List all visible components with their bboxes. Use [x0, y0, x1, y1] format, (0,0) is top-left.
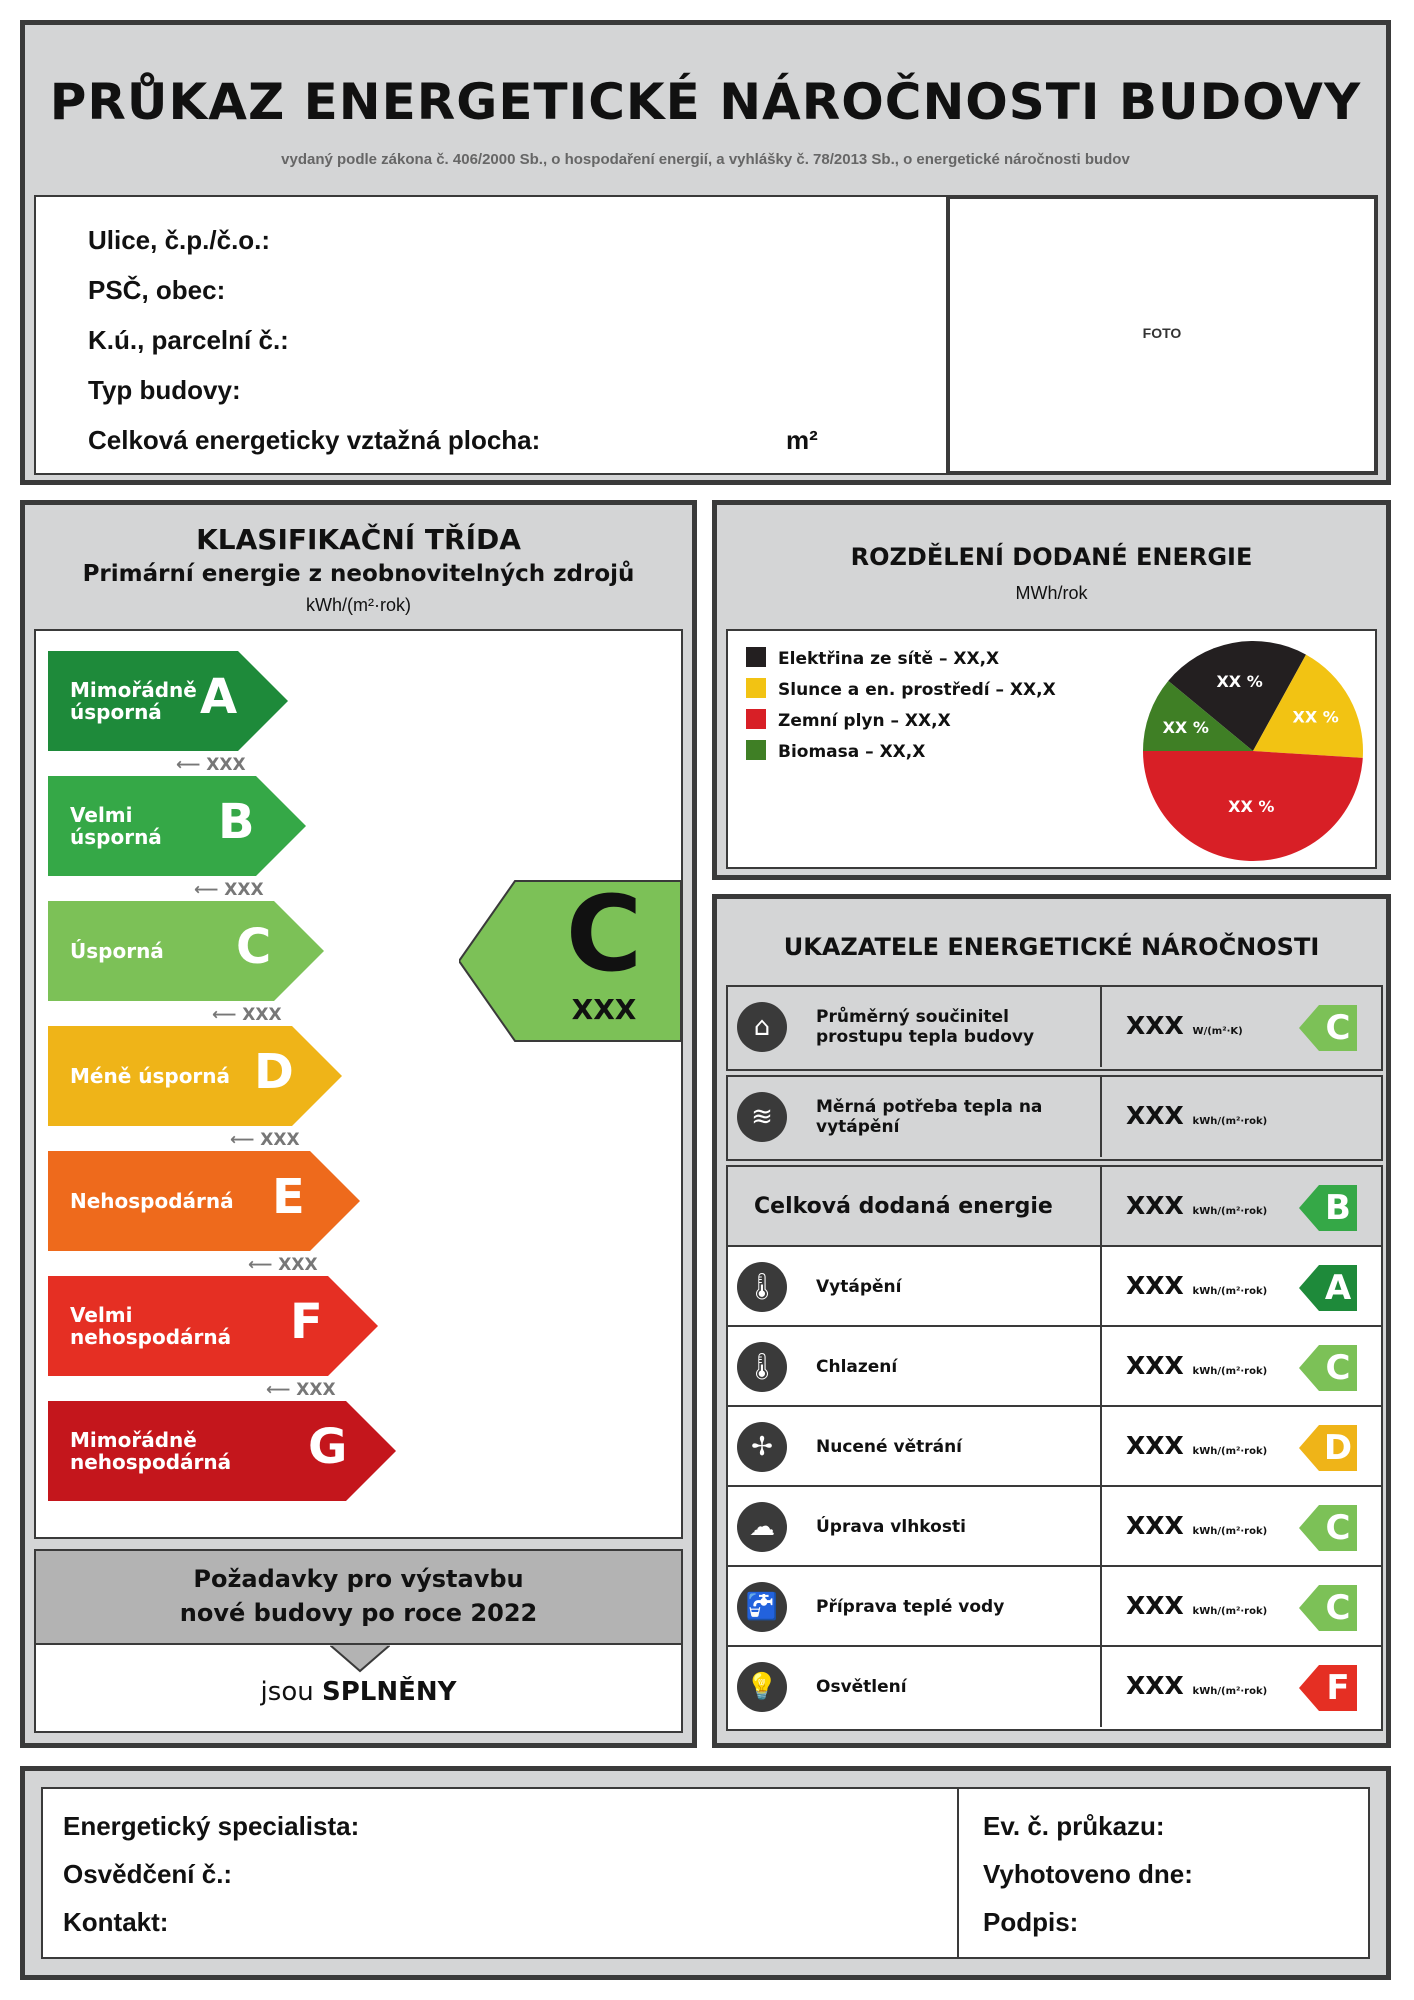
value-text: XXX — [1126, 1591, 1184, 1620]
class-badge-letter: C — [1325, 1008, 1351, 1048]
row-divider — [1100, 1487, 1102, 1567]
legend-swatch — [746, 740, 766, 760]
indicator-name — [754, 1167, 1094, 1247]
value-text: XXX — [1126, 1011, 1184, 1040]
unit-text: kWh/(m²·rok) — [1192, 1606, 1268, 1617]
classification-panel — [20, 500, 697, 1748]
legend-item-electricity — [746, 647, 999, 669]
street-label: Ulice, č.p./č.o.: — [88, 225, 271, 255]
legend-label: Zemní plyn – XX,X — [778, 711, 951, 731]
class-name: Méně úsporná — [70, 1064, 231, 1088]
threshold-value: XXX — [206, 755, 246, 775]
requirements-result — [36, 1677, 681, 1707]
requirements-result-status: SPLNĚNY — [321, 1677, 457, 1707]
indicator-name — [816, 1487, 1086, 1567]
class-badge-letter: C — [1325, 1588, 1351, 1628]
class-threshold — [248, 1255, 318, 1275]
indicator-name — [816, 1647, 1086, 1727]
value-text: XXX — [1126, 1431, 1184, 1460]
class-badge — [1299, 1345, 1359, 1391]
class-name: Mimořádně nehospodárná — [70, 1428, 232, 1474]
indicator-name-text: Průměrný součinitel prostupu tepla budovy — [816, 1007, 1035, 1047]
class-name: Mimořádně úsporná — [70, 678, 197, 724]
class-badge — [1299, 1005, 1359, 1051]
value-text: XXX — [1126, 1271, 1184, 1300]
footer-panel — [20, 1766, 1391, 1980]
class-threshold — [230, 1130, 300, 1150]
unit-text: kWh/(m²·rok) — [1192, 1366, 1268, 1377]
row-divider — [1100, 1077, 1102, 1157]
indicator-name-text: Osvětlení — [816, 1677, 907, 1697]
class-threshold — [194, 880, 264, 900]
indicator-value — [1126, 1511, 1267, 1540]
class-badge-letter: A — [1324, 1268, 1352, 1308]
indicator-row — [726, 1245, 1383, 1327]
arrow-left-icon: ⟵ — [176, 755, 207, 775]
row-divider — [1100, 1327, 1102, 1407]
rating-indicator — [459, 873, 683, 1043]
class-bar-f — [48, 1276, 380, 1376]
class-badge — [1299, 1585, 1359, 1631]
postcode-label: PSČ, obec: — [88, 275, 226, 305]
class-bar-a — [48, 651, 290, 751]
indicator-name-text: Chlazení — [816, 1357, 898, 1377]
pie-slice-label: XX % — [1162, 717, 1209, 737]
document-subtitle: vydaný podle zákona č. 406/2000 Sb., o hospodaření energií, a vyhlášky č. 78/2013 Sb., o energetické náročnosti budov — [281, 151, 1130, 168]
unit-text: W/(m²·K) — [1192, 1026, 1243, 1037]
legend-swatch — [746, 678, 766, 698]
class-badge — [1299, 1665, 1359, 1711]
distribution-unit: MWh/rok — [1015, 583, 1088, 603]
row-divider — [1100, 1407, 1102, 1487]
indicator-value — [1126, 1271, 1267, 1300]
requirements-box — [34, 1549, 683, 1733]
indicator-name-text: Úprava vlhkosti — [816, 1517, 966, 1537]
indicator-row — [726, 1405, 1383, 1487]
unit-text: kWh/(m²·rok) — [1192, 1526, 1268, 1537]
unit-text: kWh/(m²·rok) — [1192, 1686, 1268, 1697]
indicator-name — [816, 987, 1086, 1067]
document-title: PRŮKAZ ENERGETICKÉ NÁROČNOSTI BUDOVY — [49, 73, 1362, 131]
indicator-value — [1126, 1591, 1267, 1620]
indicator-value — [1126, 1671, 1267, 1700]
indicator-value — [1126, 1191, 1267, 1220]
class-name: Nehospodárná — [70, 1189, 234, 1213]
class-letter: F — [290, 1294, 323, 1350]
class-letter: D — [254, 1044, 294, 1100]
class-threshold — [176, 755, 246, 775]
class-badge — [1299, 1185, 1359, 1231]
row-divider — [1100, 1167, 1102, 1247]
row-divider — [1100, 987, 1102, 1067]
faucet-icon: 🚰 — [737, 1582, 787, 1632]
distribution-body — [726, 629, 1377, 869]
indicator-name-text: Příprava teplé vody — [816, 1597, 1005, 1617]
class-bar-g — [48, 1401, 398, 1501]
house-icon: ⌂ — [737, 1002, 787, 1052]
value-text: XXX — [1126, 1191, 1184, 1220]
legend-label: Elektřina ze sítě – XX,X — [778, 649, 1000, 669]
class-badge-letter: C — [1325, 1348, 1351, 1388]
value-text: XXX — [1126, 1511, 1184, 1540]
value-text: XXX — [1126, 1671, 1184, 1700]
requirements-line-2: nové budovy po roce 2022 — [179, 1599, 538, 1627]
legend-label: Slunce a en. prostředí – XX,X — [778, 680, 1056, 700]
class-letter: C — [236, 919, 272, 975]
threshold-value: XXX — [296, 1380, 336, 1400]
indicator-name — [816, 1077, 1086, 1157]
classification-title: KLASIFIKAČNÍ TŘÍDA — [196, 523, 521, 556]
class-badge-letter: F — [1326, 1668, 1350, 1708]
class-bar-c — [48, 901, 326, 1001]
unit-text: kWh/(m²·rok) — [1192, 1446, 1268, 1457]
indicator-name — [816, 1247, 1086, 1327]
indicator-name-text: Vytápění — [816, 1277, 902, 1297]
thermometer-plus-icon: 🌡 — [737, 1262, 787, 1312]
class-name: Úsporná — [70, 939, 164, 963]
indicator-row — [726, 1645, 1383, 1731]
rating-value: XXX — [571, 993, 637, 1026]
distribution-title: ROZDĚLENÍ DODANÉ ENERGIE — [850, 543, 1253, 571]
indicator-row — [726, 1075, 1383, 1161]
legend-swatch — [746, 709, 766, 729]
legend-item-gas — [746, 709, 951, 731]
unit-text: kWh/(m²·rok) — [1192, 1116, 1268, 1127]
arrow-left-icon: ⟵ — [248, 1255, 279, 1275]
legend-item-biomass — [746, 740, 925, 762]
header-panel — [20, 20, 1391, 485]
indicators-panel — [712, 894, 1391, 1748]
photo-box — [946, 195, 1378, 475]
indicator-name — [816, 1327, 1086, 1407]
threshold-value: XXX — [242, 1005, 282, 1025]
class-badge — [1299, 1265, 1359, 1311]
floor-area-label: Celková energeticky vztažná plocha: — [88, 425, 541, 455]
pie-slice-label: XX % — [1292, 707, 1339, 727]
class-badge — [1299, 1505, 1359, 1551]
legend-swatch — [746, 647, 766, 667]
contact-label: Kontakt: — [63, 1907, 169, 1937]
requirements-pointer — [330, 1645, 390, 1673]
arrow-left-icon: ⟵ — [266, 1380, 297, 1400]
row-divider — [1100, 1247, 1102, 1327]
building-type-label: Typ budovy: — [88, 375, 241, 405]
threshold-value: XXX — [260, 1130, 300, 1150]
class-bar-e — [48, 1151, 362, 1251]
unit-text: kWh/(m²·rok) — [1192, 1206, 1268, 1217]
class-badge-letter: B — [1325, 1188, 1351, 1228]
indicator-row — [726, 985, 1383, 1071]
indicators-title: UKAZATELE ENERGETICKÉ NÁROČNOSTI — [783, 933, 1320, 961]
class-scale — [34, 629, 683, 1539]
cadastre-label: K.ú., parcelní č.: — [88, 325, 289, 355]
class-badge-letter: D — [1323, 1428, 1353, 1468]
legend-label: Biomasa – XX,X — [778, 742, 926, 762]
signature-label: Podpis: — [983, 1907, 1079, 1937]
arrow-left-icon: ⟵ — [212, 1005, 243, 1025]
floor-area-unit: m² — [786, 425, 818, 455]
arrow-left-icon: ⟵ — [194, 880, 225, 900]
classification-unit: kWh/(m²·rok) — [306, 595, 411, 615]
class-bar-d — [48, 1026, 344, 1126]
indicator-row — [726, 1325, 1383, 1407]
photo-label: FOTO — [1142, 325, 1182, 341]
value-text: XXX — [1126, 1351, 1184, 1380]
issue-date-label: Vyhotoveno dne: — [983, 1859, 1193, 1889]
pie-slice-label: XX % — [1216, 671, 1263, 691]
registration-number-label: Ev. č. průkazu: — [983, 1811, 1165, 1841]
row-divider — [1100, 1647, 1102, 1727]
heat-waves-icon: ≋ — [737, 1092, 787, 1142]
indicator-name-text: Měrná potřeba tepla na vytápění — [816, 1097, 1043, 1137]
legend-item-solar — [746, 678, 1056, 700]
row-divider — [1100, 1567, 1102, 1647]
indicator-row — [726, 1485, 1383, 1567]
class-name: Velmi nehospodárná — [70, 1303, 232, 1349]
class-name: Velmi úsporná — [70, 803, 162, 849]
requirements-header — [36, 1551, 681, 1645]
class-threshold — [266, 1380, 336, 1400]
specialist-label: Energetický specialista: — [63, 1811, 360, 1841]
light-bulb-icon: 💡 — [737, 1662, 787, 1712]
energy-pie-chart — [1138, 639, 1368, 863]
class-letter: G — [308, 1419, 348, 1475]
class-bar-b — [48, 776, 308, 876]
indicator-name-text: Celková dodaná energie — [754, 1194, 1053, 1219]
indicator-name-text: Nucené větrání — [816, 1437, 963, 1457]
indicator-value — [1126, 1011, 1243, 1040]
class-letter: A — [200, 669, 238, 725]
indicator-row — [726, 1565, 1383, 1647]
cloud-drop-icon: ☁ — [737, 1502, 787, 1552]
class-threshold — [212, 1005, 282, 1025]
class-badge — [1299, 1425, 1359, 1471]
footer-divider — [957, 1789, 959, 1957]
address-box — [34, 195, 953, 475]
requirements-line-1: Požadavky pro výstavbu — [193, 1565, 524, 1593]
thermometer-minus-icon: 🌡 — [737, 1342, 787, 1392]
threshold-value: XXX — [224, 880, 264, 900]
fan-icon: ✢ — [737, 1422, 787, 1472]
indicator-value — [1126, 1351, 1267, 1380]
unit-text: kWh/(m²·rok) — [1192, 1286, 1268, 1297]
pie-slice-label: XX % — [1228, 796, 1275, 816]
arrow-left-icon: ⟵ — [230, 1130, 261, 1150]
distribution-panel — [712, 500, 1391, 880]
rating-letter: C — [565, 873, 643, 995]
classification-subtitle: Primární energie z neobnovitelných zdrojů — [82, 561, 635, 587]
value-text: XXX — [1126, 1101, 1184, 1130]
requirements-result-prefix: jsou — [260, 1677, 322, 1707]
certificate-label: Osvědčení č.: — [63, 1859, 233, 1889]
footer-box — [41, 1787, 1370, 1959]
class-badge-letter: C — [1325, 1508, 1351, 1548]
indicator-value — [1126, 1101, 1267, 1130]
indicator-name — [816, 1407, 1086, 1487]
indicator-value — [1126, 1431, 1267, 1460]
indicator-row — [726, 1165, 1383, 1251]
class-letter: E — [272, 1169, 305, 1225]
threshold-value: XXX — [278, 1255, 318, 1275]
indicator-name — [816, 1567, 1086, 1647]
class-letter: B — [218, 794, 255, 850]
